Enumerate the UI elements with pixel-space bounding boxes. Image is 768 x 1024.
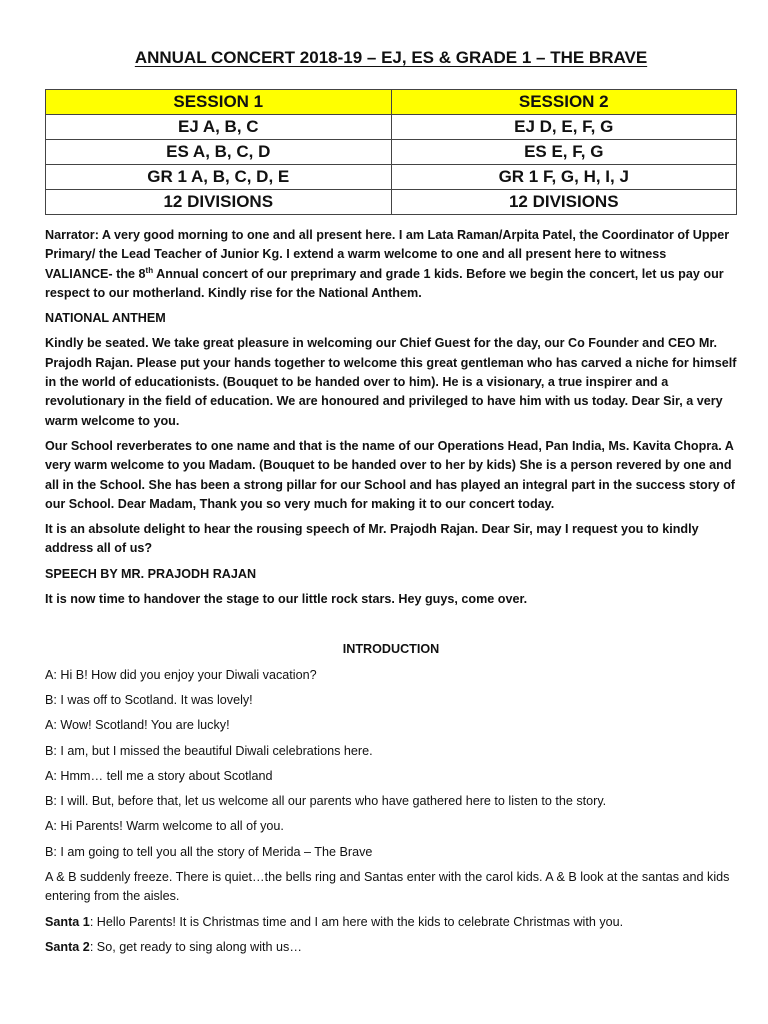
- table-cell: GR 1 F, G, H, I, J: [391, 165, 737, 190]
- dialogue-line: A: Hi B! How did you enjoy your Diwali vacation?: [45, 667, 317, 682]
- santa-line: [45, 938, 737, 957]
- table-cell: 12 DIVISIONS: [391, 190, 737, 215]
- narrator-paragraph: [45, 226, 737, 303]
- dialogue-line: B: I am going to tell you all the story of Merida – The Brave: [45, 844, 373, 859]
- speaker-name: Santa 1: [45, 914, 90, 929]
- ordinal-superscript: th: [145, 265, 154, 275]
- dialogue-line: A: Hmm… tell me a story about Scotland: [45, 768, 273, 783]
- narrator-text-part1: Narrator: A very good morning to one and all present here. I am Lata Raman/Arpita Patel, the Coordinator of Upper Primary/ the Lead Teacher of Junior Kg. I extend a warm welcome to one and all present here to witness VALIANCE- the 8: [45, 228, 730, 281]
- table-cell: EJ D, E, F, G: [391, 115, 737, 140]
- section-spacer: [45, 615, 737, 640]
- table-row: [46, 115, 737, 140]
- speaker-name: Santa 2: [45, 939, 90, 954]
- speech-heading: SPEECH BY MR. PRAJODH RAJAN: [45, 566, 257, 581]
- dialogue-line: B: I am, but I missed the beautiful Diwali celebrations here.: [45, 743, 373, 758]
- table-cell: ES A, B, C, D: [46, 140, 392, 165]
- dialogue-section: [45, 666, 737, 958]
- stage-direction: A & B suddenly freeze. There is quiet…the bells ring and Santas enter with the carol kids. A & B look at the santas and kids entering from the aisles.: [45, 870, 730, 904]
- header-session-2: SESSION 2: [391, 90, 737, 115]
- header-session-1: SESSION 1: [46, 90, 392, 115]
- table-row: [46, 140, 737, 165]
- table-cell: EJ A, B, C: [46, 115, 392, 140]
- chief-guest-paragraph: Kindly be seated. We take great pleasure in welcoming our Chief Guest for the day, our Co Founder and CEO Mr. Prajodh Rajan. Please put your hands together to welcome this great gentleman who has carved a niche for himself in the world of educationists. (Bouquet to be handed over to him). He is a visionary, a true inspirer and a revolutionary in the field of education. We are honoured and privileged to have him with us today. Dear Sir, a very warm welcome to you.: [45, 336, 737, 428]
- table-cell: 12 DIVISIONS: [46, 190, 392, 215]
- dialogue-line: A: Hi Parents! Warm welcome to all of you.: [45, 819, 284, 834]
- table-row: [46, 190, 737, 215]
- speaker-line: : Hello Parents! It is Christmas time and I am here with the kids to celebrate Christmas with you.: [89, 914, 624, 929]
- sessions-table: [45, 89, 737, 215]
- speech-request-paragraph: It is an absolute delight to hear the rousing speech of Mr. Prajodh Rajan. Dear Sir, may I request you to kindly address all of us?: [45, 522, 699, 556]
- table-cell: GR 1 A, B, C, D, E: [46, 165, 392, 190]
- dialogue-line: B: I was off to Scotland. It was lovely!: [45, 692, 253, 707]
- dialogue-line: A: Wow! Scotland! You are lucky!: [45, 718, 230, 733]
- operations-head-paragraph: Our School reverberates to one name and that is the name of our Operations Head, Pan India, Ms. Kavita Chopra. A very warm welcome to you Madam. (Bouquet to be handed over to her by kids) She is a person revered by one and all in the School. She has been a strong pillar for our School and has played an integral part in the success story of our School. Dear Madam, Thank you so very much for making it to our concert today.: [45, 438, 736, 511]
- table-header-row: [46, 90, 737, 115]
- introduction-heading: INTRODUCTION: [342, 642, 440, 657]
- national-anthem-heading: NATIONAL ANTHEM: [45, 311, 166, 326]
- santa-line: [45, 913, 737, 932]
- document-body: [45, 226, 737, 963]
- handover-paragraph: It is now time to handover the stage to our little rock stars. Hey guys, come over.: [45, 592, 528, 607]
- document-title: ANNUAL CONCERT 2018-19 – EJ, ES & GRADE 1 – THE BRAVE: [134, 48, 648, 67]
- narrator-text-part2: Annual concert of our preprimary and grade 1 kids. Before we begin the concert, let us pay our respect to our motherland. Kindly rise for the National Anthem.: [45, 266, 724, 300]
- table-row: [46, 165, 737, 190]
- speaker-line: : So, get ready to sing along with us…: [89, 939, 302, 954]
- table-cell: ES E, F, G: [391, 140, 737, 165]
- dialogue-line: B: I will. But, before that, let us welcome all our parents who have gathered here to listen to the story.: [45, 794, 607, 809]
